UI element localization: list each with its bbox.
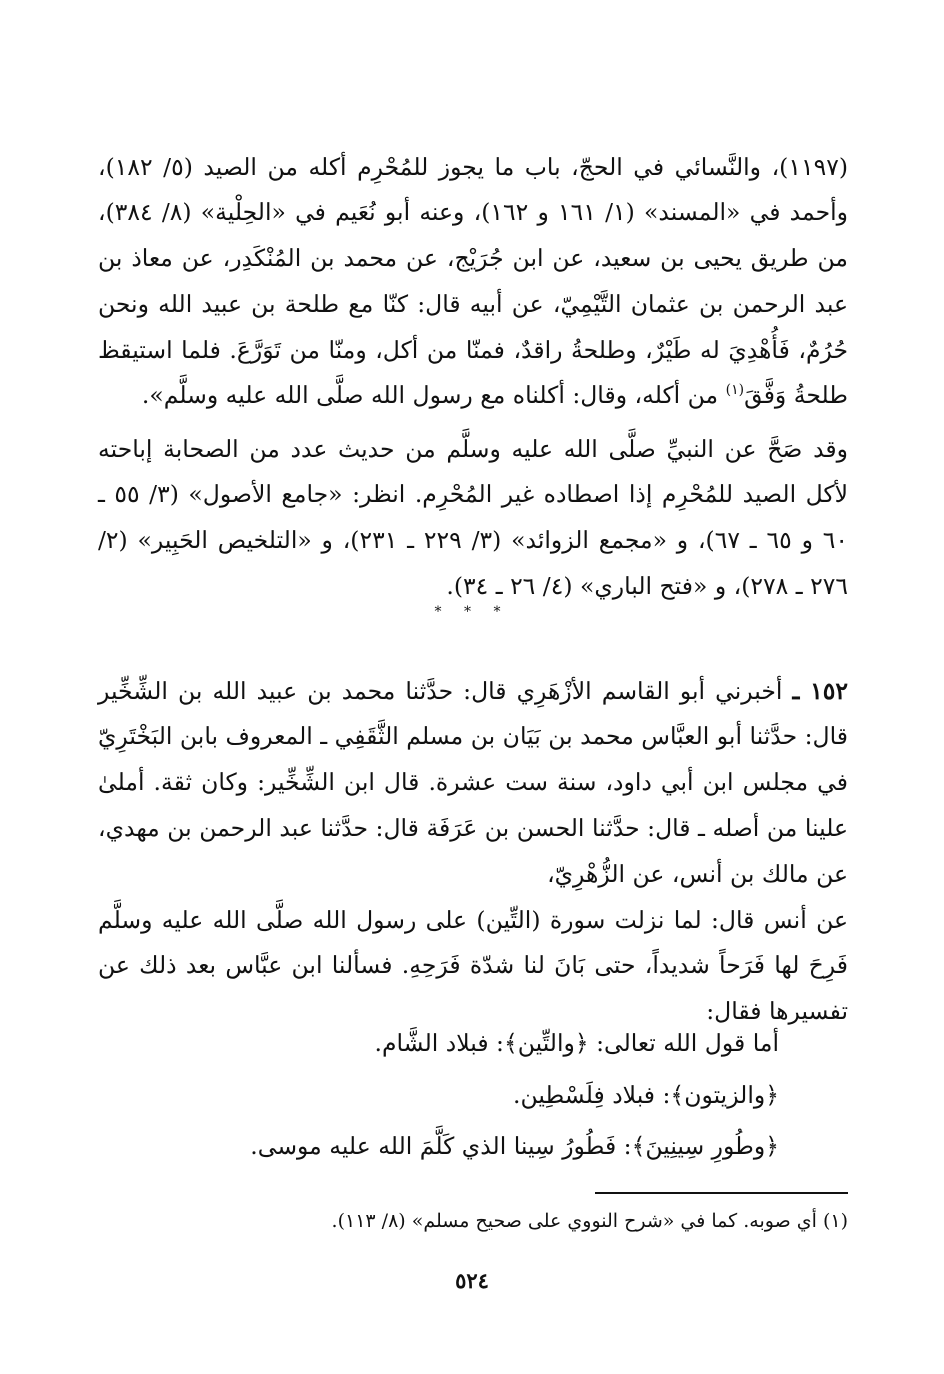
footnote-divider [595,1192,848,1194]
footnote: (١) أي صوبه. كما في «شرح النووي على صحيح مسلم» (٨/ ١١٣). [331,1210,848,1232]
isnad-text: أخبرني أبو القاسم الأزْهَرِي قال: حدَّثنا محمد بن عبيد الله بن الشِّخِّير قال: حدَّثنا أبو العبَّاس محمد بن بَيَان بن مسلم الثَّقَفِي ـ المعروف بابن البَخْتَرِيّ في مجلس ابن أبي داود، سنة ست عشرة. قال ابن الشِّخِّير: وكان ثقة. أملىٰ علينا من أصله ـ قال: حدَّثنا الحسن بن عَرَفَة قال: حدَّثنا عبد الرحمن بن مهدي، عن مالك بن أنس، عن الزُّهْرِيّ، [98,676,848,888]
section-separator: * * * [434,604,510,620]
hadith-number: ١٥٢ ـ [792,676,848,705]
paragraph-hadith-matn: عن أنس قال: لما نزلت سورة (التِّين) على رسول الله صلَّى الله عليه وسلَّم فَرِحَ لها فَرَحاً شديداً، حتى بَانَ لنا شدّة فَرَحِهِ. فسألنا ابن عبَّاس بعد ذلك عن تفسيرها فقال: [98,905,848,1026]
paragraph-text: (١١٩٧)، والنَّسائي في الحجّ، باب ما يجوز للمُحْرِم أكله من الصيد (٥/ ١٨٢)، وأحمد في «المسند» (١/ ١٦١ و ١٦٢)، وعنه أبو نُعَيم في «الحِلْية» (٨/ ٣٨٤)، من طريق يحيى بن سعيد، عن ابن جُرَيْج، عن محمد بن المُنْكَدِر، عن معاذ بن عبد الرحمن بن عثمان التَّيْمِيّ، عن أبيه قال: كنّا مع طلحة بن عبيد الله ونحن حُرُمٌ، فَأُهْدِيَ له طَيْرٌ، وطلحةُ راقدٌ، فمنّا من أكل، ومنّا من تَوَرَّعَ. فلما استيقظ طلحةُ وَفَّقَ [98,152,849,410]
paragraph-hadith-152 [98,669,848,898]
paragraph-commentary: وقد صَحَّ عن النبيِّ صلَّى الله عليه وسلَّم من حديث عدد من الصحابة إباحته لأكل الصيد للمُحْرِم إذا اصطاده غير المُحْرِم. انظر: «جامع الأصول» (٣/ ٥٥ ـ ٦٠ و ٦٥ ـ ٦٧)، و «مجمع الزوائد» (٣/ ٢٢٩ ـ ٢٣١)، و «التلخيص الحَبِير» (٢/ ٢٧٦ ـ ٢٧٨)، و «فتح الباري» (٤/ ٢٦ ـ ٣٤). [98,434,849,600]
paragraph-text-continued: من أكله، وقال: أكلناه مع رسول الله صلَّى الله عليه وسلَّم». [141,381,726,410]
footnote-reference[interactable]: (١) [725,382,745,399]
verse-line-2: ﴿والزيتون﴾: فبلاد فِلَسْطِين. [513,1081,779,1109]
verse-line-3: ﴿وطُورِ سِينِينَ﴾: فَطُورُ سِينا الذي كَلَّمَ الله عليه موسى. [250,1132,779,1160]
paragraph-hadith-references [98,145,848,420]
page-number: ٥٢٤ [455,1268,489,1293]
verse-line-1: أما قول الله تعالى: ﴿والتِّين﴾: فبلاد الشَّام. [374,1029,779,1057]
